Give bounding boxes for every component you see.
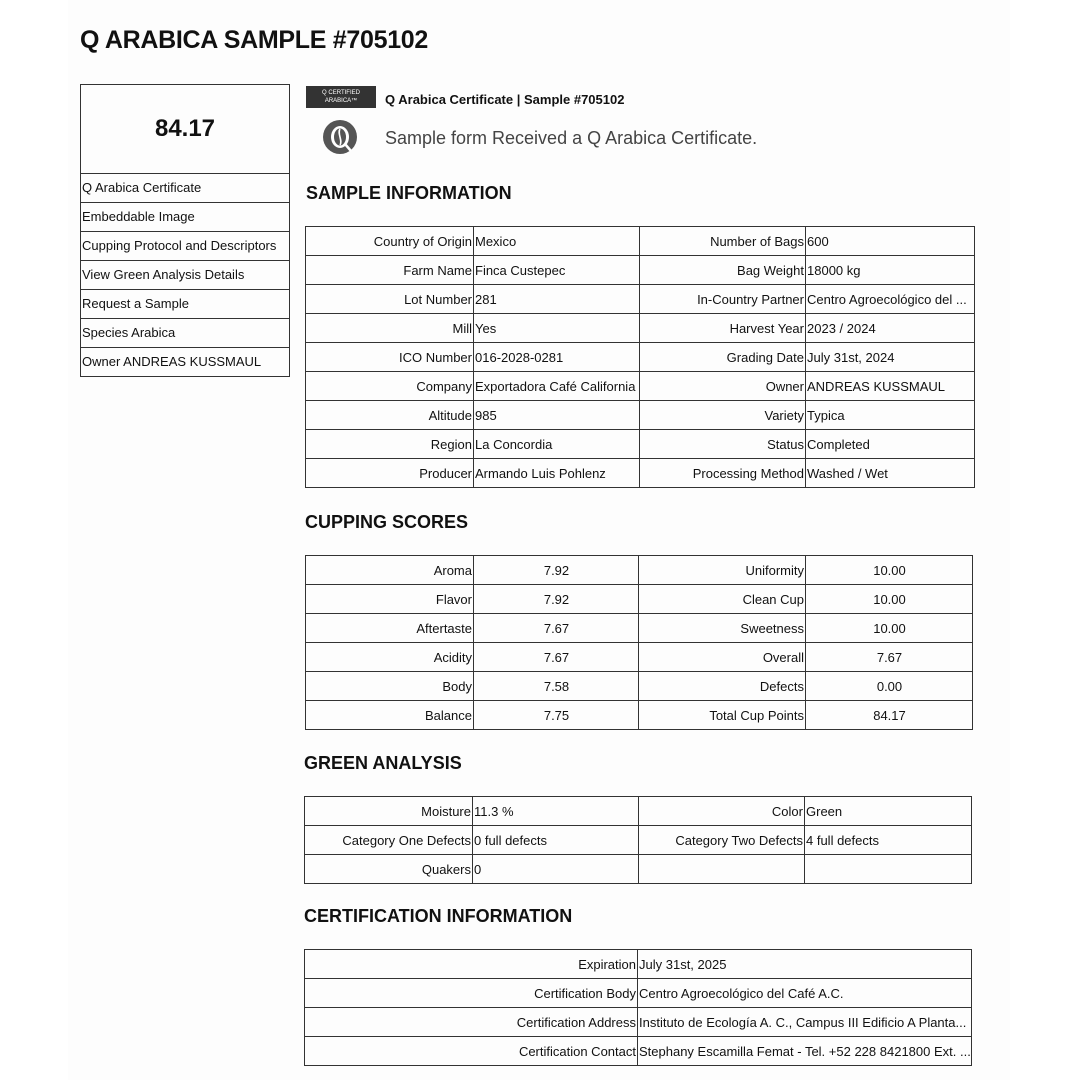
label-country-of-origin: Country of Origin [306,227,474,256]
table-row [306,256,975,285]
table-row [306,672,973,701]
value-category-two-defects: 4 full defects [805,826,972,855]
label-certification-address: Certification Address [305,1008,638,1037]
value-body: 7.58 [474,672,639,701]
sidebar-owner: Owner ANDREAS KUSSMAUL [80,348,290,377]
label-overall: Overall [639,643,806,672]
label-aftertaste: Aftertaste [306,614,474,643]
value-country-of-origin: Mexico [474,227,640,256]
value-mill: Yes [474,314,640,343]
label-total-cup-points: Total Cup Points [639,701,806,730]
value-owner: ANDREAS KUSSMAUL [806,372,975,401]
q-certified-coffee-bean-logo-icon [321,118,359,156]
label-color: Color [639,797,805,826]
value-number-of-bags: 600 [806,227,975,256]
label-bag-weight: Bag Weight [640,256,806,285]
table-row [306,643,973,672]
value-uniformity: 10.00 [806,556,973,585]
label-aroma: Aroma [306,556,474,585]
cupping-scores-table [305,555,973,730]
value-lot-number: 281 [474,285,640,314]
label-quakers: Quakers [305,855,473,884]
table-row [305,826,972,855]
label-acidity: Acidity [306,643,474,672]
label-empty [639,855,805,884]
table-row [305,797,972,826]
value-bag-weight: 18000 kg [806,256,975,285]
sidebar-link-request-sample[interactable]: Request a Sample [80,290,290,319]
table-row [306,372,975,401]
section-title-sample-information: SAMPLE INFORMATION [306,183,512,203]
sample-information-table [305,226,975,488]
label-clean-cup: Clean Cup [639,585,806,614]
table-row [306,614,973,643]
value-certification-contact: Stephany Escamilla Femat - Tel. +52 228 8421800 Ext. ... [638,1037,972,1066]
table-row [305,979,972,1008]
label-variety: Variety [640,401,806,430]
value-processing-method: Washed / Wet [806,459,975,488]
value-expiration: July 31st, 2025 [638,950,972,979]
label-company: Company [306,372,474,401]
sidebar-link-cupping-protocol[interactable]: Cupping Protocol and Descriptors [80,232,290,261]
table-row [305,950,972,979]
table-row [306,227,975,256]
sidebar-species: Species Arabica [80,319,290,348]
value-quakers: 0 [473,855,639,884]
value-ico-number: 016-2028-0281 [474,343,640,372]
label-certification-body: Certification Body [305,979,638,1008]
label-farm-name: Farm Name [306,256,474,285]
label-owner: Owner [640,372,806,401]
total-score: 84.17 [80,84,290,174]
label-category-one-defects: Category One Defects [305,826,473,855]
value-color: Green [805,797,972,826]
value-empty [805,855,972,884]
table-row [306,585,973,614]
value-certification-body: Centro Agroecológico del Café A.C. [638,979,972,1008]
value-status: Completed [806,430,975,459]
label-uniformity: Uniformity [639,556,806,585]
value-farm-name: Finca Custepec [474,256,640,285]
value-overall: 7.67 [806,643,973,672]
value-sweetness: 10.00 [806,614,973,643]
label-sweetness: Sweetness [639,614,806,643]
value-certification-address: Instituto de Ecología A. C., Campus III Edificio A Planta... [638,1008,972,1037]
value-company: Exportadora Café California [474,372,640,401]
page-title: Q ARABICA SAMPLE #705102 [80,26,429,54]
label-expiration: Expiration [305,950,638,979]
label-body: Body [306,672,474,701]
table-row [306,430,975,459]
label-ico-number: ICO Number [306,343,474,372]
label-altitude: Altitude [306,401,474,430]
label-status: Status [640,430,806,459]
label-processing-method: Processing Method [640,459,806,488]
label-flavor: Flavor [306,585,474,614]
sidebar [80,84,290,377]
value-clean-cup: 10.00 [806,585,973,614]
label-harvest-year: Harvest Year [640,314,806,343]
value-region: La Concordia [474,430,640,459]
table-row [305,1037,972,1066]
q-certified-badge [306,86,376,108]
section-title-certification-information: CERTIFICATION INFORMATION [304,906,573,926]
label-moisture: Moisture [305,797,473,826]
table-row [306,343,975,372]
value-defects: 0.00 [806,672,973,701]
value-grading-date: July 31st, 2024 [806,343,975,372]
certification-information-table [304,949,972,1066]
certificate-heading: Q Arabica Certificate | Sample #705102 [385,92,625,107]
table-row [305,1008,972,1037]
value-aroma: 7.92 [474,556,639,585]
sidebar-link-green-analysis[interactable]: View Green Analysis Details [80,261,290,290]
value-total-cup-points: 84.17 [806,701,973,730]
table-row [306,314,975,343]
table-row [306,401,975,430]
certificate-message: Sample form Received a Q Arabica Certificate. [385,128,758,148]
value-balance: 7.75 [474,701,639,730]
value-producer: Armando Luis Pohlenz [474,459,640,488]
label-in-country-partner: In-Country Partner [640,285,806,314]
label-category-two-defects: Category Two Defects [639,826,805,855]
green-analysis-table [304,796,972,884]
section-title-cupping-scores: CUPPING SCORES [305,512,469,532]
sidebar-link-q-arabica-certificate[interactable]: Q Arabica Certificate [80,174,290,203]
label-defects: Defects [639,672,806,701]
value-harvest-year: 2023 / 2024 [806,314,975,343]
label-lot-number: Lot Number [306,285,474,314]
table-row [306,701,973,730]
value-aftertaste: 7.67 [474,614,639,643]
section-title-green-analysis: GREEN ANALYSIS [304,753,462,773]
badge-line-1: Q CERTIFIED [322,90,360,96]
value-variety: Typica [806,401,975,430]
label-producer: Producer [306,459,474,488]
label-balance: Balance [306,701,474,730]
value-acidity: 7.67 [474,643,639,672]
value-in-country-partner: Centro Agroecológico del ... [806,285,975,314]
table-row [306,285,975,314]
label-mill: Mill [306,314,474,343]
label-certification-contact: Certification Contact [305,1037,638,1066]
label-number-of-bags: Number of Bags [640,227,806,256]
table-row [306,556,973,585]
table-row [306,459,975,488]
label-region: Region [306,430,474,459]
value-flavor: 7.92 [474,585,639,614]
label-grading-date: Grading Date [640,343,806,372]
value-moisture: 11.3 % [473,797,639,826]
badge-line-2: ARABICA™ [324,98,358,104]
value-category-one-defects: 0 full defects [473,826,639,855]
value-altitude: 985 [474,401,640,430]
sidebar-link-embeddable-image[interactable]: Embeddable Image [80,203,290,232]
table-row [305,855,972,884]
